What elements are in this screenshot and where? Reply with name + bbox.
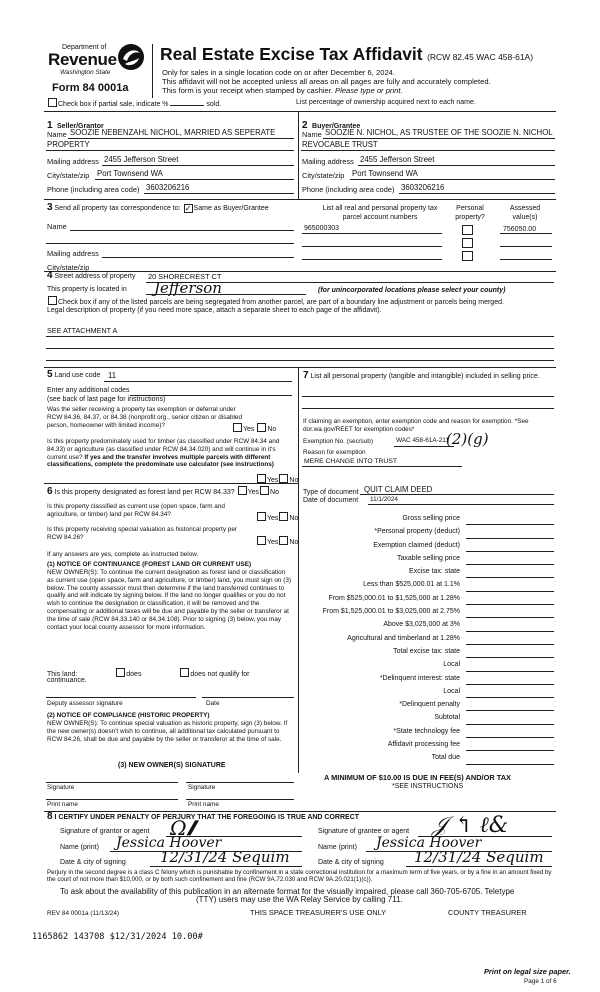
section5-number: 5 — [47, 369, 53, 380]
exemption-no-value[interactable]: WAC 458-61A-211 — [396, 437, 449, 444]
buyer-name-line1[interactable]: SOOZIE N. NICHOL, AS TRUSTEE OF THE SOOZIE N. NICHOL — [325, 128, 553, 137]
section2-number: 2 — [302, 120, 308, 131]
tax-line-label: From $525,000.01 to $1,525,000 at 1.28% — [328, 594, 460, 602]
exemption-question: Was the seller receiving a property tax exemption or deferral under RCW 84.36, 84.37, or 84.38 (nonprofit org., senior citizen or disabled person, homeowner with limited income)? — [47, 406, 243, 429]
forest-yes-checkbox[interactable] — [238, 486, 247, 495]
notice1-heading: (1) NOTICE OF CONTINUANCE (FOREST LAND OR CURRENT USE) — [47, 561, 252, 568]
see-instructions: *SEE INSTRUCTIONS — [392, 783, 464, 790]
seller-name-label: Name — [47, 130, 67, 139]
buyer-name-line2[interactable]: REVOCABLE TRUST — [302, 140, 378, 149]
seller-city[interactable]: Port Townsend WA — [97, 169, 163, 178]
partial-sale-label: Check box if partial sale, indicate % — [58, 101, 169, 108]
certify-text: I CERTIFY UNDER PENALTY OF PERJURY THAT THE FOREGOING IS TRUE AND CORRECT — [54, 814, 360, 821]
timber-question-bold: If yes and the transfer involves multiple parcels with different classifications, complete the predominate use calculator (see instructions) — [47, 453, 274, 469]
tax-line-label: *Delinquent penalty — [399, 701, 460, 709]
county-note: (for unincorporated locations please select your county) — [318, 287, 506, 294]
forest-no-label: No — [270, 489, 279, 496]
perjury-notice — [47, 869, 555, 883]
tax-line-value[interactable] — [466, 711, 554, 724]
form-title-sub: (RCW 82.45 WAC 458-61A) — [427, 52, 534, 62]
buyer-phone-label: Phone (including area code) — [302, 185, 395, 194]
legal-desc-label: Legal description of property (if you need more space, attach a separate sheet to each page of the affidavit). — [47, 307, 382, 314]
dept-line3: Washington State — [60, 69, 111, 76]
revenue-swirl-icon — [116, 42, 146, 72]
treasurer-space-label: THIS SPACE TREASURER'S USE ONLY — [250, 908, 387, 917]
grantor-signature[interactable]: Ω🙼 — [170, 816, 196, 840]
tax-line-value[interactable] — [466, 645, 554, 658]
personal-property-text: List all personal property (tangible and intangible) included in selling price. — [310, 373, 540, 380]
historic-no-checkbox[interactable] — [279, 536, 288, 545]
seller-name-line2[interactable]: PROPERTY — [47, 140, 90, 149]
notice3-heading: (3) NEW OWNER(S) SIGNATURE — [118, 762, 226, 769]
historic-no-label: No — [289, 539, 299, 546]
dept-line2: Revenue — [48, 50, 117, 69]
seller-mailing[interactable]: 2455 Jefferson Street — [104, 155, 179, 164]
exempt-yes-checkbox[interactable] — [233, 423, 242, 432]
historic-question: Is this property receiving special valuation as historical property per RCW 84.26? — [47, 526, 238, 541]
buyer-mailing[interactable]: 2455 Jefferson Street — [360, 155, 435, 164]
current-use-no-label: No — [289, 515, 299, 522]
owner-print-label-2: Print name — [188, 801, 219, 808]
note-complete: This affidavit will not be accepted unless all areas on all pages are fully and accurately completed. — [162, 77, 491, 86]
section7-number: 7 — [303, 370, 309, 381]
grantee-date-city[interactable]: 12/31/24 Sequim — [414, 848, 544, 866]
ownership-note: List percentage of ownership acquired next to each name. — [296, 99, 476, 106]
street-label: Street address of property — [54, 273, 136, 280]
tax-line-label: Agricultural and timberland at 1.28% — [347, 634, 460, 642]
exemption-no-label: Exemption No. (sec/sub) — [303, 438, 373, 445]
section1-number: 1 — [47, 120, 53, 131]
grantee-date-label: Date & city of signing — [318, 859, 384, 866]
timber-yes-label: Yes — [267, 477, 279, 484]
property-street[interactable]: 20 SHORECREST CT — [148, 272, 222, 281]
exempt-no-label: No — [267, 426, 277, 433]
tax-line-label: Local — [443, 661, 460, 669]
legal-description[interactable]: SEE ATTACHMENT A — [47, 326, 118, 335]
tax-line-value[interactable] — [466, 512, 554, 525]
property-county[interactable]: Jefferson — [154, 279, 222, 297]
does-not-checkbox[interactable] — [180, 668, 189, 677]
partial-sale-checkbox[interactable] — [48, 98, 57, 107]
tax-line-label: Subtotal — [434, 714, 460, 722]
current-use-yes-label: Yes — [267, 515, 279, 522]
tax-line-label: Above $3,025,000 at 3% — [383, 621, 460, 629]
tax-line-value[interactable] — [466, 605, 554, 618]
doc-type-value[interactable]: QUIT CLAIM DEED — [364, 485, 433, 494]
section3-number: 3 — [47, 202, 53, 213]
reason-value[interactable]: MERE CHANGE INTO TRUST — [304, 458, 398, 465]
timber-question: Is this property predominately used for timber (as classified under RCW 84.34 and 84.33) or agriculture (as classified under RCW 84.34.020) and will continue in it's current use? — [47, 438, 280, 461]
personal-heading2: property? — [455, 213, 485, 221]
forest-yes-label: Yes — [247, 489, 260, 496]
doc-date-label: Date of document — [303, 497, 359, 504]
current-use-yes-checkbox[interactable] — [257, 512, 266, 521]
corr-name-label: Name — [47, 222, 67, 231]
this-land-label: This land: — [47, 671, 78, 678]
does-not-label: does not qualify for — [190, 671, 250, 678]
personal-heading1: Personal — [456, 205, 484, 212]
grantee-printed-name[interactable]: Jessica Hoover — [376, 835, 482, 851]
dept-line1: Department of — [62, 44, 107, 51]
segregated-label: Check box if any of the listed parcels are being segregated from another parcel, are part of a boundary line adjustment or parcels being merged. — [58, 299, 504, 306]
county-treasurer-label: COUNTY TREASURER — [448, 908, 527, 917]
located-label: This property is located in — [47, 286, 127, 293]
historic-yes-checkbox[interactable] — [257, 536, 266, 545]
buyer-mailing-label: Mailing address — [302, 157, 354, 166]
tax-line-label: Taxable selling price — [396, 554, 460, 562]
alt-format-line2: (TTY) users may use the WA Relay Service by calling 711. — [196, 895, 403, 904]
historic-yes-label: Yes — [267, 539, 279, 546]
personal-property-checkbox-3[interactable] — [462, 251, 473, 261]
tax-line-label: *State technology fee — [393, 727, 460, 735]
owner-signature-label-1: Signature — [47, 784, 75, 791]
tax-line-value[interactable] — [466, 725, 554, 738]
grantee-signature-label: Signature of grantee or agent — [318, 828, 410, 835]
grantee-signature[interactable]: 𝒥 ↰ ℓ& — [432, 813, 509, 838]
partial-sold-label: sold. — [206, 101, 222, 108]
tax-line-label: Total due — [431, 754, 460, 762]
tax-line-label: Affidavit processing fee — [387, 741, 460, 749]
seller-phone[interactable]: 3603206216 — [146, 183, 190, 192]
exemption-no-handwritten[interactable]: (2)(g) — [446, 430, 489, 448]
owner-print-label-1: Print name — [47, 801, 78, 808]
land-use-code[interactable]: 11 — [108, 371, 117, 380]
rev-number: REV 84 0001a (11/13/24) — [47, 910, 120, 917]
note-type: Please type or print. — [335, 86, 403, 95]
timber-no-label: No — [289, 477, 299, 484]
alt-format-line1: To ask about the availability of this publication in an alternate format for the visually impaired, please call 360-705-6705. Teletype — [60, 887, 515, 896]
tax-line-value[interactable] — [466, 658, 554, 671]
deputy-signature-label: Deputy assessor signature — [47, 700, 123, 707]
section4-number: 4 — [47, 270, 53, 281]
tax-line-value[interactable] — [466, 539, 554, 552]
seller-city-label: City/state/zip — [47, 171, 90, 180]
buyer-phone[interactable]: 3603206216 — [401, 183, 445, 192]
section6-number: 6 — [47, 486, 53, 497]
any-yes-note: If any answers are yes, complete as instructed below. — [47, 551, 199, 558]
grantee-name-label: Name (print) — [318, 844, 357, 851]
buyer-heading: Buyer/Grantee — [312, 123, 361, 130]
buyer-city-label: City/state/zip — [302, 171, 345, 180]
legal-paper-note: Print on legal size paper. — [484, 967, 571, 976]
current-use-question: Is this property classified as current use (open space, farm and agriculture, or timber) land per RCW 84.34? — [47, 503, 225, 518]
perjury-text: Perjury in the second degree is a class C felony which is punishable by confinement in a state correctional institution for a maximum term of five years, or by a fine in an amount fixed by the court of not more than $10,000, or by both such confinement and fine (RCW 9A.72.030 and RCW 9A.20.021(1)(c)). — [47, 869, 552, 884]
continuance-label: continuance. — [47, 677, 87, 684]
parcel-heading1: List all real and personal property tax — [322, 205, 438, 212]
land-use-code-label: Land use code — [54, 372, 101, 379]
seller-name-line1[interactable]: SOOZIE NEBENZAHL NICHOL, MARRIED AS SEPERATE — [70, 128, 276, 137]
note-receipt: This form is your receipt when stamped by cashier. — [162, 86, 336, 95]
see-back-label: (see back of last page for instructions) — [47, 396, 166, 403]
reason-label: Reason for exemption — [303, 449, 366, 456]
tax-line-value[interactable] — [466, 632, 554, 645]
grantor-date-city[interactable]: 12/31/24 Sequim — [160, 848, 290, 866]
tax-line-value[interactable] — [466, 578, 554, 591]
tax-line-value[interactable] — [466, 618, 554, 631]
tax-line-label: Excise tax: state — [409, 568, 460, 576]
seller-phone-label: Phone (including area code) — [47, 185, 140, 194]
tax-line-label: Total excise tax: state — [393, 647, 460, 655]
tax-line-label: Less than $525,000.01 at 1.1% — [363, 581, 460, 589]
tax-line-value[interactable] — [466, 592, 554, 605]
doc-date-value[interactable]: 11/1/2024 — [370, 496, 398, 503]
correspondence-label: Send all property tax correspondence to: — [54, 205, 181, 212]
forest-no-checkbox[interactable] — [260, 486, 269, 495]
timber-yes-checkbox[interactable] — [257, 474, 266, 483]
tax-line-value[interactable] — [466, 525, 554, 538]
tax-line-label: From $1,525,000.01 to $3,025,000 at 2.75% — [322, 608, 460, 616]
owner-signature-label-2: Signature — [188, 784, 216, 791]
tax-calculation — [300, 512, 460, 765]
tax-line-value[interactable] — [466, 738, 554, 751]
tax-line-value[interactable] — [466, 565, 554, 578]
exemption-instructions: If claiming an exemption, enter exemption code and reason for exemption. *See dor.wa.gov/REET for exemption codes* — [303, 418, 529, 433]
tax-line-label: Exemption claimed (deduct) — [373, 541, 460, 549]
tax-line-value[interactable] — [466, 698, 554, 711]
timber-no-checkbox[interactable] — [279, 474, 288, 483]
page-number: Page 1 of 6 — [524, 978, 557, 985]
corr-mailing-label: Mailing address — [47, 249, 99, 258]
segregated-checkbox[interactable] — [48, 296, 57, 305]
minimum-due-notice: A MINIMUM OF $10.00 IS DUE IN FEE(S) AND/OR TAX — [324, 773, 511, 782]
forest-question: Is this property designated as forest land per RCW 84.33? — [54, 489, 235, 496]
personal-property-checkbox-1[interactable] — [462, 225, 473, 235]
form-number: Form 84 0001a — [52, 82, 129, 94]
deputy-date-label: Date — [206, 700, 220, 707]
notice1-body: NEW OWNER(S): To continue the current designation as forest land or classification as current use (open space, farm and agriculture, or timber) land, you must sign on (3) below. The county assessor must then determine if the land transferred continues to qualify and will indicate by signing below. If the land no longer qualifies or you do not wish to continue the designation or classification, it will be removed and the compensating or additional taxes will be due and payable by the seller or transferor at the time of sale (RCW 84.33.140 or 84.34.108). Prior to signing (3) below, you may contact your local county assessor for more information. — [47, 569, 292, 631]
seller-mailing-label: Mailing address — [47, 157, 99, 166]
notice2-heading: (2) NOTICE OF COMPLIANCE (HISTORIC PROPERTY) — [47, 712, 210, 719]
does-checkbox[interactable] — [116, 668, 125, 677]
exempt-yes-label: Yes — [243, 426, 255, 433]
tax-line-label: Local — [443, 687, 460, 695]
assessed-heading1: Assessed — [509, 205, 541, 212]
corr-city-label: City/state/zip — [47, 263, 90, 272]
tax-line-value[interactable] — [466, 685, 554, 698]
tax-line-label: *Delinquent interest: state — [379, 674, 460, 682]
form-title: Real Estate Excise Tax Affidavit — [160, 44, 423, 64]
exempt-no-checkbox[interactable] — [257, 423, 266, 432]
parcel-heading2: parcel account numbers — [342, 213, 418, 221]
section8-number: 8 — [47, 811, 53, 822]
assessed-value[interactable]: 756050.00 — [503, 226, 537, 233]
grantor-signature-label: Signature of grantor or agent — [60, 828, 150, 835]
tax-line-value[interactable] — [466, 751, 554, 764]
tax-line-value[interactable] — [466, 672, 554, 685]
tax-line-label: *Personal property (deduct) — [374, 528, 460, 536]
buyer-city[interactable]: Port Townsend WA — [352, 169, 418, 178]
buyer-name-label: Name — [302, 130, 322, 139]
current-use-no-checkbox[interactable] — [279, 512, 288, 521]
grantor-printed-name[interactable]: Jessica Hoover — [116, 835, 222, 851]
tax-calculation-lines — [466, 512, 554, 765]
assessed-heading2: value(s) — [512, 213, 538, 221]
doc-type-label: Type of document — [303, 489, 359, 496]
grantor-date-label: Date & city of signing — [60, 859, 126, 866]
notice2-body: NEW OWNER(S): To continue special valuation as historic property, sign (3) below. If the new owner(s) doesn't wish to continue, all additional tax calculated pursuant to RCW 84.26, shall be due and payable by the seller or transferor at the time of sale. — [47, 720, 288, 743]
note-dates: Only for sales in a single location code on or after December 6, 2024. — [162, 68, 396, 77]
personal-property-checkbox-2[interactable] — [462, 238, 473, 248]
tax-line-value[interactable] — [466, 552, 554, 565]
grantor-name-label: Name (print) — [60, 844, 99, 851]
same-as-buyer-checkbox[interactable]: ✓ — [184, 204, 192, 213]
parcel-number[interactable]: 965000303 — [304, 225, 340, 232]
additional-codes-label: Enter any additional codes — [47, 387, 130, 394]
recording-stamp: 1165862 143708 $12/31/2024 10.00# — [32, 932, 203, 942]
tax-line-label: Gross selling price — [402, 515, 460, 522]
seller-heading: Seller/Grantor — [57, 123, 104, 130]
same-as-buyer-label: Same as Buyer/Grantee — [193, 205, 269, 212]
does-label: does — [126, 671, 142, 678]
